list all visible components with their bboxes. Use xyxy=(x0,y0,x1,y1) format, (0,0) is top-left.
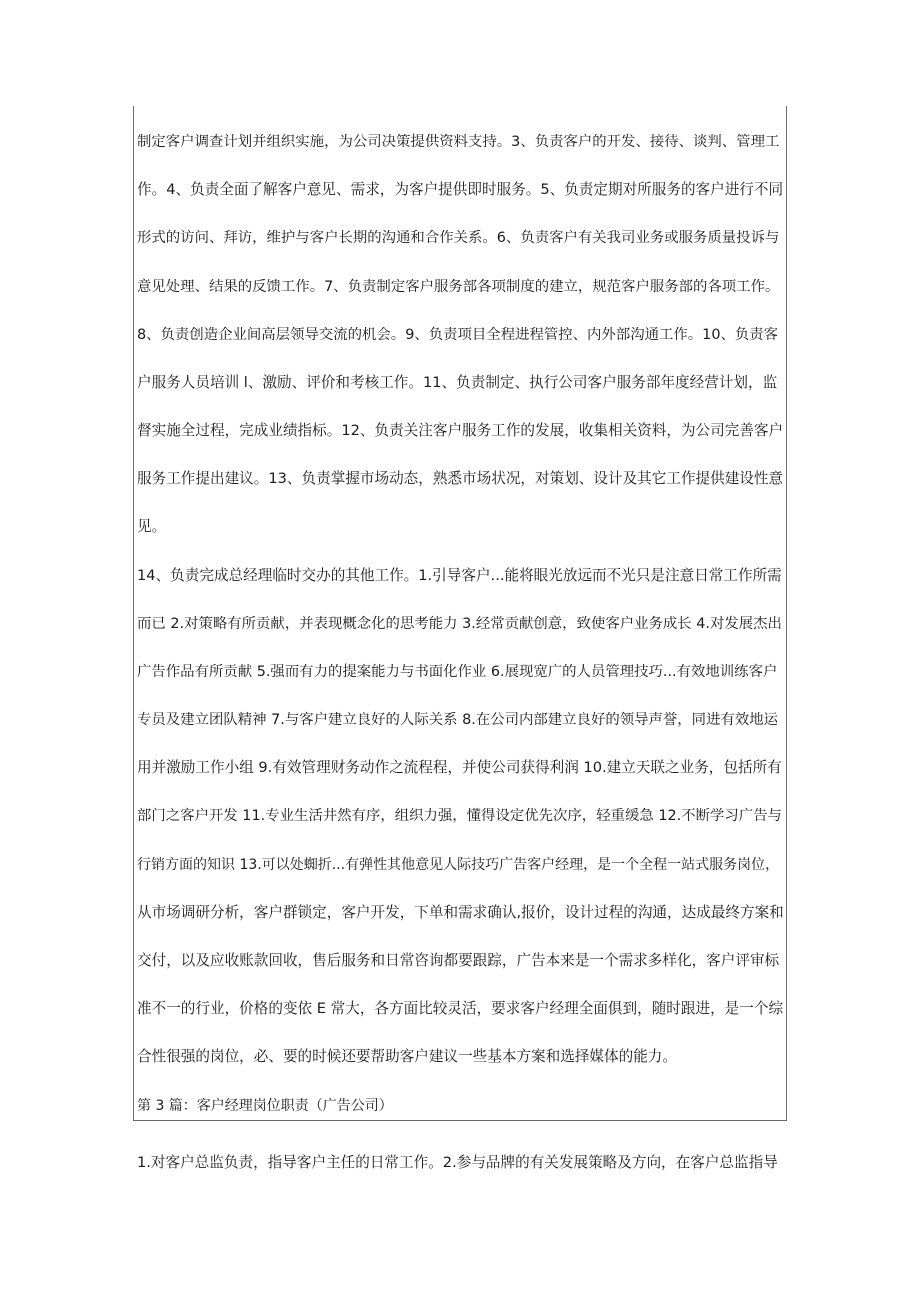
paragraph-line: 户服务人员培训 l、激励、评价和考核工作。11、负责制定、执行公司客户服务部年度经营计划，监 xyxy=(137,374,778,391)
paragraph-line: 交付，以及应收账款回收，售后服务和日常咨询都要跟踪，广告本来是一个需求多样化，客户评审标 xyxy=(137,952,780,969)
section-heading: 第 3 篇：客户经理岗位职责（广告公司） xyxy=(137,1098,393,1114)
paragraph-line: 广告作品有所贡献 5.强而有力的提案能力与书面化作业 6.展现宽广的人员管理技巧...有效地训练客户 xyxy=(137,664,778,680)
paragraph-line: 作。4、负责全面了解客户意见、需求，为客户提供即时服务。5、负责定期对所服务的客户进行不同 xyxy=(137,181,784,198)
paragraph-line: 用并激励工作小组 9.有效管理财务动作之流程程，并使公司获得利润 10.建立天联之业务，包括所有 xyxy=(137,759,782,776)
paragraph-line: 14、负责完成总经理临时交办的其他工作。1.引导客户...能将眼光放远而不光只是注意日常工作所需 xyxy=(137,567,782,584)
paragraph-line: 形式的访问、拜访，维护与客户长期的沟通和合作关系。6、负责客户有关我司业务或服务质量投诉与 xyxy=(137,230,780,246)
paragraph-line: 合性很强的岗位，必、要的时候还要帮助客户建议一些基本方案和选择媒体的能力。 xyxy=(137,1048,677,1065)
paragraph-line: 制定客户调查计划并组织实施，为公司决策提供资料支持。3、负责客户的开发、接待、谈判、管理工 xyxy=(137,134,780,150)
paragraph-line: 1.对客户总监负责，指导客户主任的日常工作。2.参与品牌的有关发展策略及方向，在客户总监指导 xyxy=(137,1154,778,1171)
paragraph-line: 见。 xyxy=(137,518,167,535)
paragraph-line: 意见处理、结果的反馈工作。7、负责制定客户服务部各项制度的建立，规范客户服务部的各项工作。 xyxy=(137,279,780,295)
paragraph-line: 服务工作提出建议。13、负责掌握市场动态，熟悉市场状况，对策划、设计及其它工作提供建设性意 xyxy=(137,470,784,487)
paragraph-line: 8、负责创造企业间高层领导交流的机会。9、负责项目全程进程管控、内外部沟通工作。10、负责客 xyxy=(137,327,779,343)
paragraph-line: 从市场调研分析，客户群锁定，客户开发，下单和需求确认,报价，设计过程的沟通，达成最终方案和 xyxy=(137,904,784,921)
paragraph-line: 而已 2.对策略有所贡献，并表现概念化的思考能力 3.经常贡献创意，致使客户业务成长 4.对发展杰出 xyxy=(137,616,782,632)
paragraph-line: 督实施全过程，完成业绩指标。12、负责关注客户服务工作的发展，收集相关资料，为公司完善客户 xyxy=(137,422,784,439)
paragraph-line: 行销方面的知识 13.可以处蜘折...有弹性其他意见人际技巧广告客户经理，是一个全程一站式服务岗位， xyxy=(137,857,780,873)
paragraph-line: 部门之客户开发 11.专业生活井然有序，组织力强，懂得设定优先次序，轻重缓急 12.不断学习广告与 xyxy=(137,808,782,824)
paragraph-line: 准不一的行业，价格的变依 E 常大，各方面比较灵活，要求客户经理全面俱到，随时跟进，是一个综 xyxy=(137,1000,784,1017)
paragraph-line: 专员及建立团队精神 7.与客户建立良好的人际关系 8.在公司内部建立良好的领导声誉，同进有效地运 xyxy=(137,712,779,728)
